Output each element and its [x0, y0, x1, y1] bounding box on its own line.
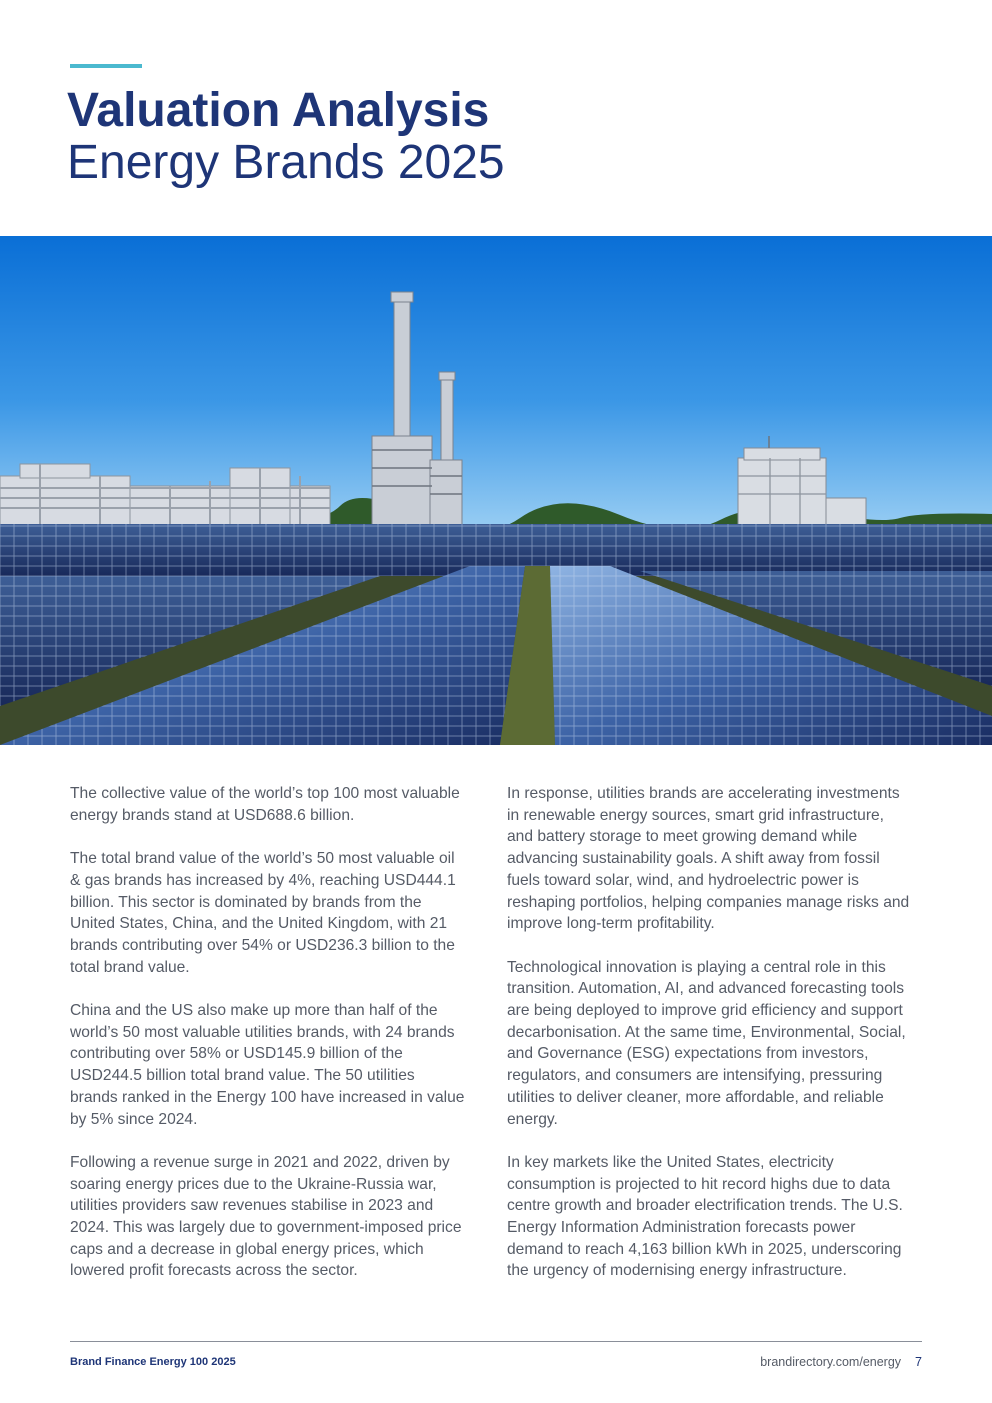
page-title: Valuation Analysis [67, 84, 490, 137]
footer-right [760, 1355, 922, 1369]
paragraph: In key markets like the United States, electricity consumption is projected to hit record highs due to data centre growth and broader electrification trends. The U.S. Energy Information Administration forecasts power demand to reach 4,163 billion kWh in 2025, underscoring the urgency of modernising energy infrastructure. [507, 1153, 903, 1280]
footer-divider [70, 1341, 922, 1342]
body-column-right [507, 783, 912, 1304]
hero-image-solar-farm [0, 236, 992, 745]
footer-publication: Brand Finance Energy 100 2025 [70, 1356, 236, 1368]
accent-rule [70, 64, 142, 68]
page-number: 7 [915, 1355, 922, 1369]
paragraph: In response, utilities brands are accelerating investments in renewable energy sources, smart grid infrastructure, and battery storage to meet growing demand while advancing sustainability goals. A shift away from fossil fuels toward solar, wind, and hydroelectric power is reshaping portfolios, helping companies manage risks and improve long-term profitability. [507, 785, 910, 933]
paragraph: Technological innovation is playing a central role in this transition. Automation, AI, and advanced forecasting tools are being deployed to improve grid efficiency and support decarbonisation. At the same time, Environmental, Social, and Governance (ESG) expectations from investors, regulators, and consumers are intensifying, pressuring utilities to deliver cleaner, more affordable, and reliable energy. [507, 958, 906, 1128]
page-subtitle: Energy Brands 2025 [67, 136, 505, 189]
footer-url-link[interactable]: brandirectory.com/energy [760, 1355, 902, 1369]
paragraph: Following a revenue surge in 2021 and 2022, driven by soaring energy prices due to the Ukraine-Russia war, utilities providers saw revenues stabilise in 2023 and 2024. This was largely due to government-imposed price caps and a decrease in global energy prices, which lowered profit forecasts across the sector. [70, 1153, 462, 1280]
paragraph: The total brand value of the world’s 50 most valuable oil & gas brands has increased by 4%, reaching USD444.1 billion. This sector is dominated by brands from the United States, China, and the United Kingdom, with 21 brands contributing over 54% or USD236.3 billion to the total brand value. [70, 850, 456, 976]
paragraph: The collective value of the world’s top 100 most valuable energy brands stand at USD688.6 billion. [70, 785, 460, 824]
body-column-left [70, 783, 465, 1304]
paragraph: China and the US also make up more than half of the world’s 50 most valuable utilities brands, with 24 brands contributing over 58% or USD145.9 billion of the USD244.5 billion total brand value. The 50 utilities brands ranked in the Energy 100 have increased in value by 5% since 2024. [70, 1002, 465, 1128]
